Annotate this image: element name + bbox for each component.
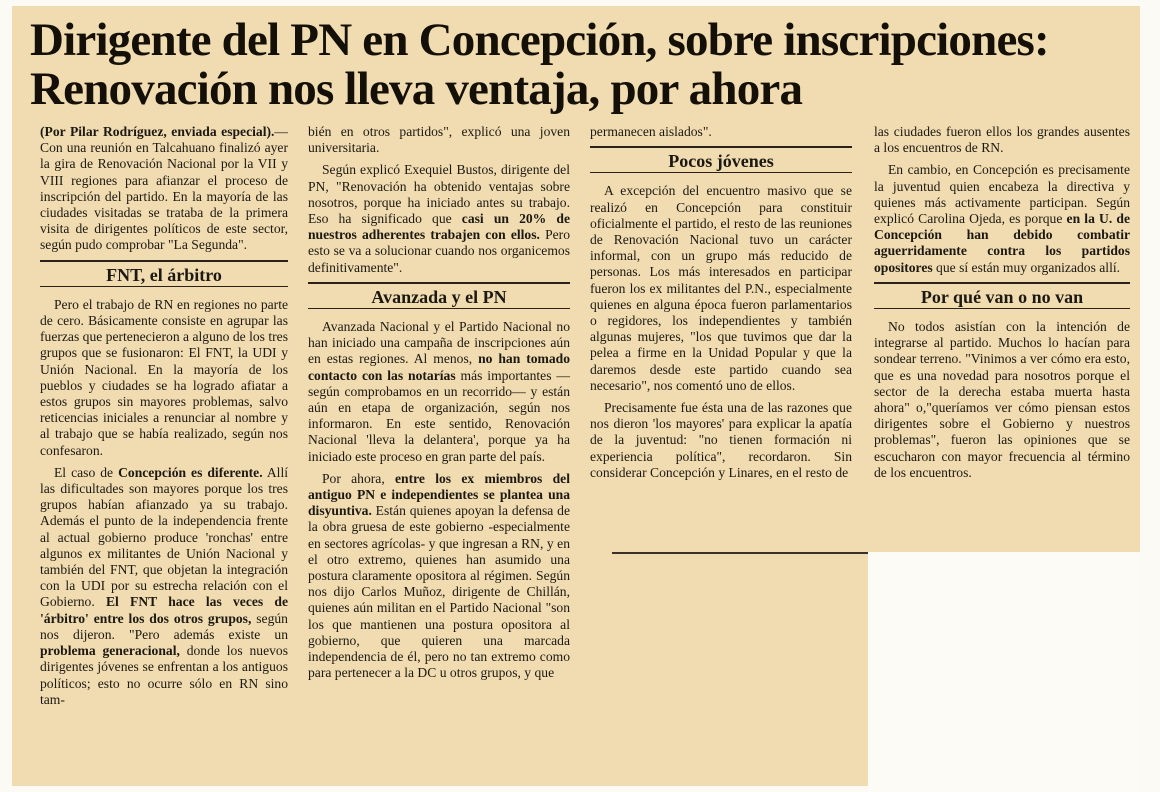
paragraph: Pero el trabajo de RN en regiones no parte de cero. Básicamente consiste en agrupar las fuerzas que pertenecieron a alguno de los tres grupos que se fusionaron: El FNT, la UDI y Unión Nacional. En la mayoría de los pueblos y ciudades se ha logrado afiatar a estos grupos sin mayores problemas, salvo reticencias iniciales a renunciar al nombre y al trabajo que se había realizado, según nos confesaron. (40, 296, 288, 458)
article-column-1 (40, 124, 288, 714)
paragraph-text: En cambio, en Concepción es precisamente la juventud quien encabeza la directiva y quienes más activamente participan. Según explicó Carolina Ojeda, es porque (874, 162, 1130, 227)
subheading-fnt: FNT, el árbitro (40, 260, 288, 287)
paragraph-text: según nos dijeron. "Pero además existe un (40, 610, 288, 642)
paragraph-text: que sí están muy organizados allí. (932, 259, 1121, 275)
paragraph (308, 319, 570, 465)
paragraph: permanecen aislados". (590, 124, 712, 139)
article-column-2 (308, 124, 570, 688)
bold-text: Concepción es diferente. (118, 464, 263, 480)
bold-text: entre los ex miembros del antiguo PN e independientes se plantea una disyuntiva. (308, 470, 570, 519)
bold-text: no han tomado contacto con las notarías (308, 351, 571, 383)
byline: (Por Pilar Rodríguez, enviada especial). (40, 124, 275, 139)
paragraph (40, 465, 288, 708)
blank-background-area (868, 552, 1140, 792)
paragraph-text: donde los nuevos dirigentes jóvenes se enfrentan a los antiguos políticos; esto no ocurre sólo en RN sino tam- (40, 643, 288, 707)
article-column-3 (590, 124, 852, 487)
bold-text: El FNT hace las veces de 'árbitro' entre los dos otros grupos, (40, 594, 288, 626)
paragraph-text: Allí las dificultades son mayores porque los tres grupos habían afianzado ya su trabajo. Además el punto de la independencia frente al actual gobierno produce 'ronchas' entre algunos ex militantes de Unión Nacional y también del FNT, que objetan la integración con la UDI por su estrecha relación con el Gobierno. (40, 464, 289, 610)
paragraph: No todos asistían con la intención de integrarse al partido. Muchos lo hacían para sondear terreno. "Vinimos a ver cómo era esto, que es una novedad para nosotros porque el sector de la derecha estaba muerta hasta ahora" o,"queríamos ver cómo piensan estos dirigentes sobre el Gobierno y nuestros problemas", fueron las opiniones que se escucharon con mayor frecuencia al término de los encuentros. (874, 319, 1130, 480)
paragraph-text: El caso de (54, 464, 119, 480)
bold-text: en la U. de Concepción han debido combatir aguerridamente contra los partidos opositores (874, 211, 1130, 275)
bold-text: problema generacional, (40, 643, 180, 659)
paragraph-text: Avanzada Nacional y el Partido Nacional no han iniciado una campaña de inscripciones aún en estas regiones. Al menos, (308, 319, 570, 367)
paragraph: Precisamente fue ésta una de las razones que nos dieron 'los mayores' para explicar la apatía de la juventud: "no tienen formación ni experiencia política", recordaron. Sin considerar Concepción y Linares, en el resto de (590, 400, 852, 480)
paragraph (308, 162, 570, 275)
subheading-avanzada: Avanzada y el PN (308, 282, 570, 309)
paragraph: las ciudades fueron ellos los grandes ausentes a los encuentros de RN. (874, 124, 1130, 156)
bold-text: casi un 20% de nuestros adherentes trabajen con ellos. (308, 211, 570, 243)
paragraph-text: Por ahora, (322, 470, 396, 486)
paragraph-text: más importantes —según comprobamos en un recorrido— y están aún en etapa de organización, según nos informaron. En este sentido, Renovación Nacional 'lleva la delantera', porque ya ha iniciado este proceso en gran parte del país. (308, 367, 570, 464)
paragraph (40, 124, 288, 254)
subheading-pocos-jovenes: Pocos jóvenes (590, 146, 852, 173)
paragraph: bién en otros partidos", explicó una joven universitaria. (308, 124, 570, 156)
paragraph (308, 471, 570, 682)
paragraph-text: Están quienes apoyan la defensa de la obra gruesa de este gobierno -especialmente en sectores agrícolas- y que ingresan a RN, y en el otro extremo, quienes han asumido una postura claramente opositora al régimen. Según nos dijo Carlos Muñoz, dirigente de Chillán, quienes aún militan en el Partido Nacional "son los que mantienen una postura opositora al gobierno, que quieren una marcada independencia de él, pero no tan extremo como para pertenecer a la DC u otros grupos, y que (308, 503, 570, 681)
paragraph: A excepción del encuentro masivo que se realizó en Concepción para constituir oficialmente el partido, el resto de las reuniones de Renovación Nacional tuvo un carácter informal, con un grupo más reducido de personas. Los más interesados en participar fueron los ex militantes del P.N., especialmente quienes en alguna época fueron parlamentarios o regidores, los independientes y también algunas mujeres, "los que tuvimos que dar la pelea a firme en la Unidad Popular y que la daremos desde este partido cuando sea necesario", nos comentó uno de ellos. (590, 183, 852, 393)
paragraph-text: Pero esto se va a solucionar cuando nos organicemos definitivamente". (308, 227, 570, 275)
paragraph-text: Según explicó Exequiel Bustos, dirigente del PN, "Renovación ha obtenido ventajas sobre nosotros, porque ha iniciado antes su trabajo. Eso ha significado que (308, 162, 570, 227)
headline: Dirigente del PN en Concepción, sobre inscripciones: Renovación nos lleva ventaja, por ahora (30, 14, 1049, 115)
subheading-por-que: Por qué van o no van (874, 282, 1130, 309)
paragraph-text: —Con una reunión en Talcahuano finalizó ayer la gira de Renovación Nacional por la VII y VIII regiones para afianzar el proceso de inscripción del partido. En la mayoría de las ciudades visitadas se trataba de la primera visita de dirigentes políticos de este sector, según pudo comprobar "La Segunda". (40, 124, 288, 253)
paragraph (874, 162, 1130, 275)
article-column-4 (874, 124, 1130, 487)
